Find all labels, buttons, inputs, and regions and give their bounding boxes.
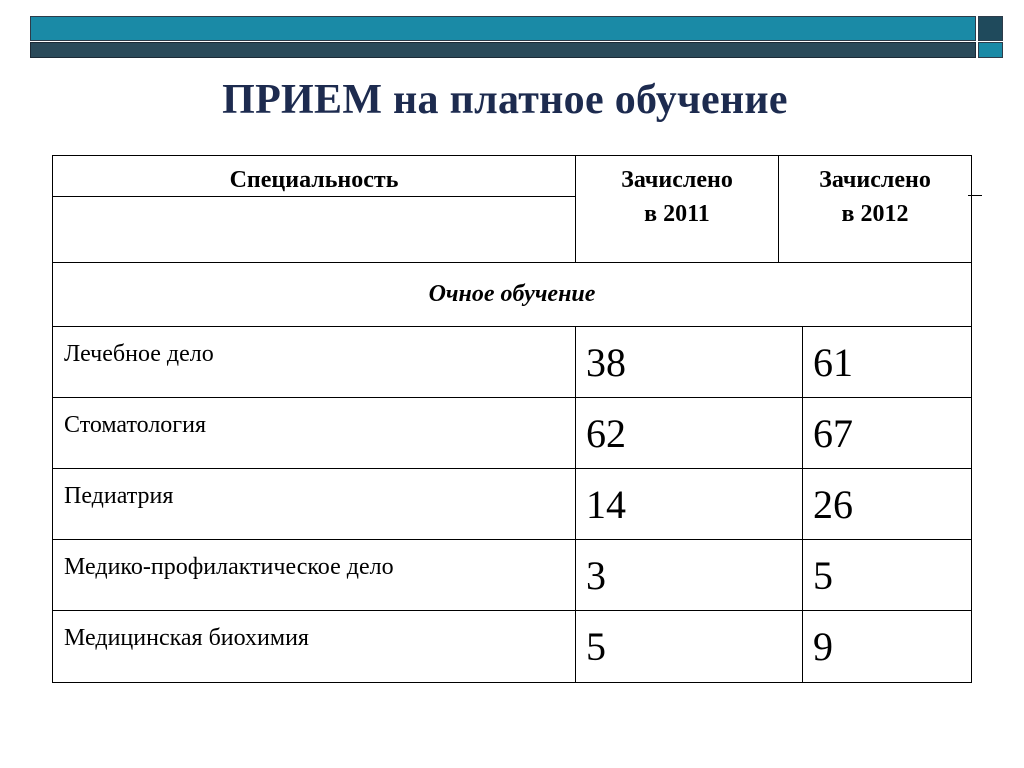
row-2011-value: 14 <box>586 482 626 527</box>
row-2011-value: 62 <box>586 411 626 456</box>
header-specialty-cell <box>53 156 576 197</box>
row-2011-value: 5 <box>586 624 606 669</box>
row-2011-cell <box>576 469 803 540</box>
row-2012-value: 61 <box>813 340 853 385</box>
header-square-top <box>978 16 1003 41</box>
row-2011-cell <box>576 327 803 398</box>
header-2011-line2: в 2011 <box>644 201 710 227</box>
header-2012-line1: Зачислено <box>819 167 931 193</box>
row-2012-value: 5 <box>813 553 833 598</box>
header-2012-line2: в 2012 <box>841 201 909 227</box>
row-2012-value: 26 <box>813 482 853 527</box>
section-label: Очное обучение <box>428 281 596 307</box>
row-specialty: Стоматология <box>64 412 207 438</box>
header-square-bottom <box>978 42 1003 58</box>
row-2012-value: 9 <box>813 624 833 669</box>
row-specialty: Педиатрия <box>64 483 174 509</box>
header-2011-cell <box>576 156 779 263</box>
section-row <box>53 263 971 327</box>
table-row <box>53 469 576 540</box>
row-2012-cell <box>803 540 971 611</box>
row-2012-cell <box>803 469 971 540</box>
row-specialty: Лечебное дело <box>64 341 214 367</box>
table-row <box>53 540 576 611</box>
row-2011-cell <box>576 611 803 682</box>
row-2011-value: 3 <box>586 553 606 598</box>
row-2012-value: 67 <box>813 411 853 456</box>
table-row <box>53 327 576 398</box>
row-specialty: Медицинская биохимия <box>64 625 309 651</box>
header-bar-bottom <box>30 42 976 58</box>
header-specialty: Специальность <box>229 167 399 193</box>
header-2012-cell <box>779 156 971 263</box>
row-2012-cell <box>803 398 971 469</box>
header-2011-line1: Зачислено <box>621 167 733 193</box>
row-2011-value: 38 <box>586 340 626 385</box>
slide-title: ПРИЕМ на платное обучение <box>222 77 788 123</box>
admission-table <box>52 155 972 683</box>
row-2012-cell <box>803 611 971 682</box>
row-2012-cell <box>803 327 971 398</box>
table-row <box>53 398 576 469</box>
header-divider-tick <box>968 195 982 196</box>
table-row <box>53 611 576 682</box>
row-specialty: Медико-профилактическое дело <box>64 554 394 580</box>
header-bar-top <box>30 16 976 41</box>
row-2011-cell <box>576 398 803 469</box>
row-2011-cell <box>576 540 803 611</box>
header-specialty-lower-cell <box>53 197 576 263</box>
